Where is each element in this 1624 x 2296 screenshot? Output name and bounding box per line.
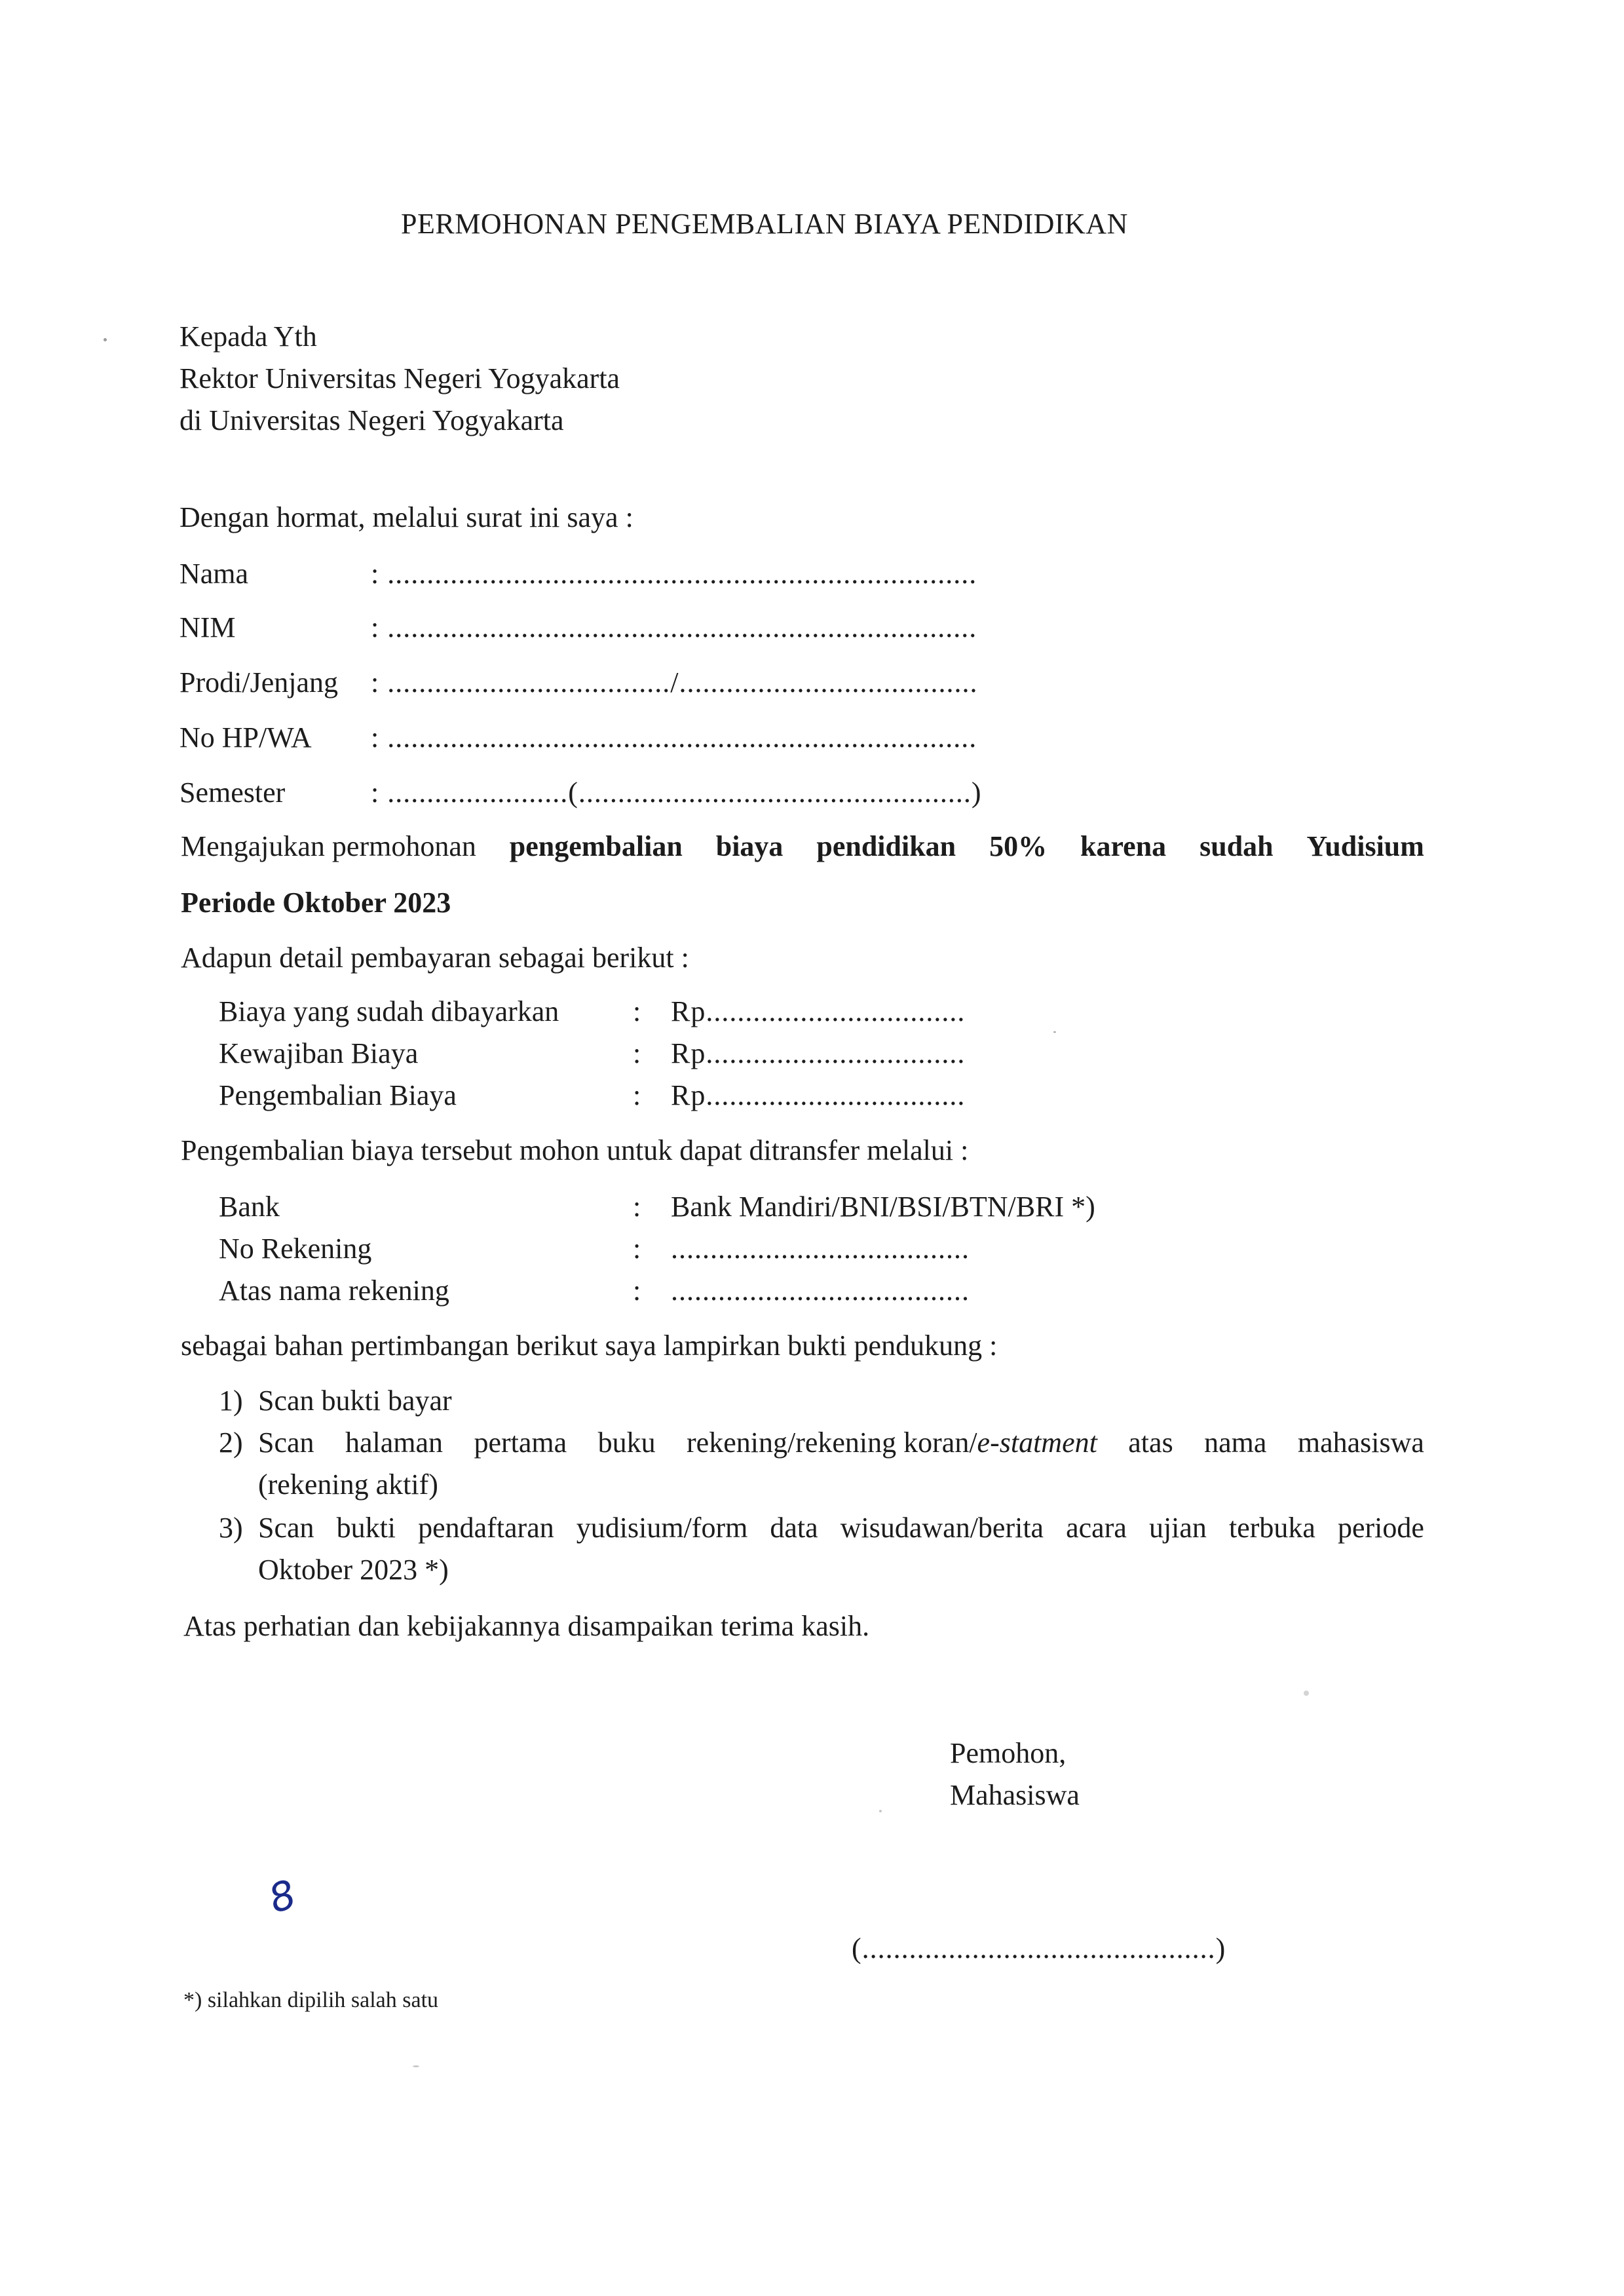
list-word: pertama bbox=[474, 1426, 567, 1459]
field-semester-blank: : .......................(..................................................) bbox=[371, 776, 982, 809]
field-hp-blank: : ........................................................................... bbox=[371, 721, 977, 754]
closing-text: Atas perhatian dan kebijakannya disampaikan terima kasih. bbox=[183, 1610, 870, 1642]
list-number: 1) bbox=[219, 1385, 243, 1417]
payment-colon: : bbox=[633, 995, 641, 1027]
bank-label: Atas nama rekening bbox=[219, 1274, 449, 1307]
list-word: rekening/rekening koran/e-statment bbox=[687, 1426, 1097, 1459]
payment-intro: Adapun detail pembayaran sebagai berikut : bbox=[181, 942, 689, 974]
list-word: mahasiswa bbox=[1297, 1426, 1424, 1459]
payment-label: Kewajiban Biaya bbox=[219, 1037, 419, 1069]
list-word: atas bbox=[1128, 1426, 1173, 1459]
list-word: buku bbox=[597, 1426, 656, 1459]
request-period: Periode Oktober 2023 bbox=[181, 887, 451, 919]
list-item-text: Scan bukti bayar bbox=[258, 1385, 452, 1417]
request-word: pendidikan bbox=[816, 830, 956, 862]
payment-value: Rp................................. bbox=[671, 995, 966, 1027]
document-title: PERMOHONAN PENGEMBALIAN BIAYA PENDIDIKAN bbox=[401, 208, 1128, 240]
bank-label: No Rekening bbox=[219, 1233, 372, 1265]
payment-value: Rp................................. bbox=[671, 1079, 966, 1111]
list-number: 2) bbox=[219, 1426, 243, 1459]
list-word: bukti bbox=[336, 1512, 396, 1544]
list-word: wisudawan/berita bbox=[840, 1512, 1044, 1544]
request-word: 50% bbox=[989, 830, 1048, 862]
list-word: yudisium/form bbox=[576, 1512, 748, 1544]
bank-value: Bank Mandiri/BNI/BSI/BTN/BRI *) bbox=[671, 1191, 1095, 1223]
attach-intro: sebagai bahan pertimbangan berikut saya lampirkan bukti pendukung : bbox=[181, 1330, 998, 1362]
recipient-line-1: Kepada Yth bbox=[179, 320, 317, 353]
signature-line-2: Mahasiswa bbox=[950, 1779, 1080, 1811]
scan-speck bbox=[104, 338, 107, 341]
field-nim-blank: : ........................................................................... bbox=[371, 611, 977, 643]
list-word: data bbox=[770, 1512, 818, 1544]
list-word: pendaftaran bbox=[418, 1512, 554, 1544]
bank-colon: : bbox=[633, 1191, 641, 1223]
field-nama-blank: : ........................................................................... bbox=[371, 558, 977, 590]
request-line-1 bbox=[181, 830, 1424, 864]
request-word: pengembalian bbox=[509, 830, 683, 862]
bank-label: Bank bbox=[219, 1191, 280, 1223]
field-prodi-blank: : ..................................../...................................... bbox=[371, 666, 978, 698]
scan-speck bbox=[413, 2065, 419, 2067]
list-word: Scan bbox=[258, 1426, 314, 1459]
field-prodi-label: Prodi/Jenjang bbox=[179, 666, 338, 698]
list-item-continuation: Oktober 2023 *) bbox=[258, 1554, 449, 1586]
request-prefix: Mengajukan permohonan bbox=[181, 830, 476, 862]
field-nama-label: Nama bbox=[179, 558, 249, 590]
transfer-intro: Pengembalian biaya tersebut mohon untuk dapat ditransfer melalui : bbox=[181, 1134, 969, 1166]
scan-speck bbox=[1304, 1691, 1309, 1696]
request-word: karena bbox=[1080, 830, 1167, 862]
list-word: terbuka bbox=[1228, 1512, 1315, 1544]
list-item-continuation: (rekening aktif) bbox=[258, 1468, 438, 1501]
request-word: Yudisium bbox=[1306, 830, 1424, 862]
list-word: Scan bbox=[258, 1512, 314, 1544]
footnote: *) silahkan dipilih salah satu bbox=[183, 1988, 439, 2012]
scan-speck bbox=[879, 1810, 882, 1812]
request-word: sudah bbox=[1199, 830, 1274, 862]
bank-colon: : bbox=[633, 1274, 641, 1307]
list-word: nama bbox=[1204, 1426, 1267, 1459]
payment-value: Rp................................. bbox=[671, 1037, 966, 1069]
handwritten-mark: 8 bbox=[263, 1871, 302, 1923]
recipient-line-3: di Universitas Negeri Yogyakarta bbox=[179, 404, 564, 436]
payment-colon: : bbox=[633, 1079, 641, 1111]
intro-text: Dengan hormat, melalui surat ini saya : bbox=[179, 501, 633, 533]
list-number: 3) bbox=[219, 1512, 243, 1544]
payment-colon: : bbox=[633, 1037, 641, 1069]
request-line-2 bbox=[181, 886, 451, 921]
list-word: acara bbox=[1066, 1512, 1127, 1544]
list-word: periode bbox=[1337, 1512, 1424, 1544]
field-hp-label: No HP/WA bbox=[179, 721, 312, 754]
bank-value: ...................................... bbox=[671, 1233, 970, 1265]
list-item-text bbox=[258, 1426, 1424, 1461]
bank-value: ...................................... bbox=[671, 1274, 970, 1307]
scan-speck bbox=[1053, 1031, 1056, 1033]
list-word: halaman bbox=[345, 1426, 444, 1459]
request-word: biaya bbox=[715, 830, 784, 862]
bank-colon: : bbox=[633, 1233, 641, 1265]
signature-name-blank: (.............................................) bbox=[852, 1932, 1226, 1964]
signature-line-1: Pemohon, bbox=[950, 1737, 1067, 1769]
recipient-line-2: Rektor Universitas Negeri Yogyakarta bbox=[179, 362, 620, 394]
payment-label: Pengembalian Biaya bbox=[219, 1079, 457, 1111]
payment-label: Biaya yang sudah dibayarkan bbox=[219, 995, 559, 1027]
field-nim-label: NIM bbox=[179, 611, 236, 643]
list-item-text bbox=[258, 1511, 1424, 1546]
field-semester-label: Semester bbox=[179, 776, 286, 809]
list-word: ujian bbox=[1148, 1512, 1207, 1544]
